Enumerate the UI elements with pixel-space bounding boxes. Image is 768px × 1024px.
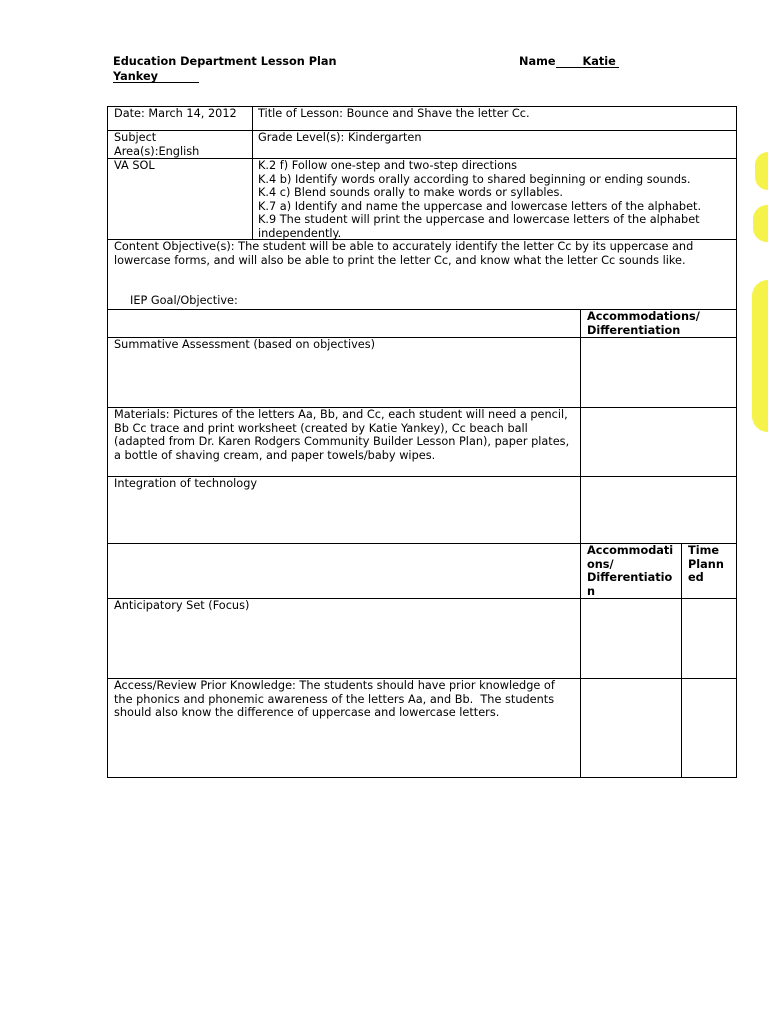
materials-cell <box>107 407 581 477</box>
date-cell <box>107 106 253 131</box>
materials-line: a bottle of shaving cream, and paper towels/baby wipes. <box>114 448 436 462</box>
materials-line: (adapted from Dr. Karen Rodgers Community Builder Lesson Plan), paper plates, <box>114 435 570 449</box>
subject-cell <box>107 130 253 159</box>
name-last: Yankey <box>113 71 199 83</box>
highlight-mark <box>752 280 768 432</box>
summative-assessment-label: Summative Assessment (based on objectives) <box>114 338 376 351</box>
accommodations-header-2: Accommodations/ Differentiation <box>587 544 674 598</box>
technology-accommodations-cell <box>580 476 737 544</box>
sol-label: VA SOL <box>114 159 155 172</box>
technology-label: Integration of technology <box>114 477 258 490</box>
sol-items-cell <box>252 158 737 240</box>
highlight-mark <box>755 152 768 190</box>
materials-line: Materials: Pictures of the letters Aa, Bb, and Cc, each student will need a pencil, <box>114 408 568 421</box>
name-label: Name <box>519 55 556 68</box>
prior-knowledge-line: the phonics and phonemic awareness of the letters Aa, and Bb. The students <box>114 692 555 706</box>
anticipatory-set-label: Anticipatory Set (Focus) <box>114 599 250 612</box>
technology-cell <box>107 476 581 544</box>
content-objective-cell <box>107 239 737 310</box>
sol-item: K.7 a) Identify and name the uppercase and lowercase letters of the alphabet. <box>258 199 702 213</box>
accommodations-header-cell-2 <box>580 543 682 599</box>
sol-item: K.2 f) Follow one-step and two-step directions <box>258 159 518 172</box>
anticipatory-set-cell <box>107 598 581 679</box>
anticipatory-time-cell <box>681 598 737 679</box>
objective-line: lowercase forms, and will also be able to print the letter Cc, and know what the letter Cc sounds like. <box>114 253 686 267</box>
iep-goal-label: IEP Goal/Objective: <box>130 294 238 308</box>
name-continuation <box>113 70 199 84</box>
subject-area: Subject Area(s):English <box>114 131 200 158</box>
name-field <box>519 55 619 69</box>
grade-level: Grade Level(s): Kindergarten <box>258 131 422 144</box>
sol-label-cell <box>107 158 253 240</box>
time-planned-header-cell <box>681 543 737 599</box>
lesson-title: Title of Lesson: Bounce and Shave the letter Cc. <box>258 107 530 120</box>
lesson-date: Date: March 14, 2012 <box>114 107 237 120</box>
name-first: Katie <box>556 56 619 68</box>
prior-knowledge-line: Access/Review Prior Knowledge: The students should have prior knowledge of <box>114 679 555 692</box>
summative-accommodations-cell <box>580 337 737 408</box>
accommodations-header-cell <box>580 309 737 338</box>
highlight-mark <box>753 205 768 242</box>
objective-line: Content Objective(s): The student will be able to accurately identify the letter Cc by its uppercase and <box>114 240 694 253</box>
sol-item: K.9 The student will print the uppercase and lowercase letters of the alphabet independently. <box>258 213 700 240</box>
prior-knowledge-time-cell <box>681 678 737 778</box>
blank-header-cell-2 <box>107 543 581 599</box>
anticipatory-accommodations-cell <box>580 598 682 679</box>
prior-knowledge-accommodations-cell <box>580 678 682 778</box>
time-planned-header: Time Planned <box>688 544 724 585</box>
summative-assessment-cell <box>107 337 581 408</box>
grade-level-cell <box>252 130 737 159</box>
blank-header-cell <box>107 309 581 338</box>
sol-item: K.4 c) Blend sounds orally to make words or syllables. <box>258 186 563 200</box>
prior-knowledge-cell <box>107 678 581 778</box>
materials-accommodations-cell <box>580 407 737 477</box>
lesson-title-cell <box>252 106 737 131</box>
materials-line: Bb Cc trace and print worksheet (created by Katie Yankey), Cc beach ball <box>114 421 528 435</box>
sol-item: K.4 b) Identify words orally according to shared beginning or ending sounds. <box>258 172 691 186</box>
accommodations-header: Accommodations/ Differentiation <box>587 310 700 337</box>
document-title: Education Department Lesson Plan <box>113 55 337 68</box>
prior-knowledge-line: should also know the difference of uppercase and lowercase letters. <box>114 706 500 720</box>
